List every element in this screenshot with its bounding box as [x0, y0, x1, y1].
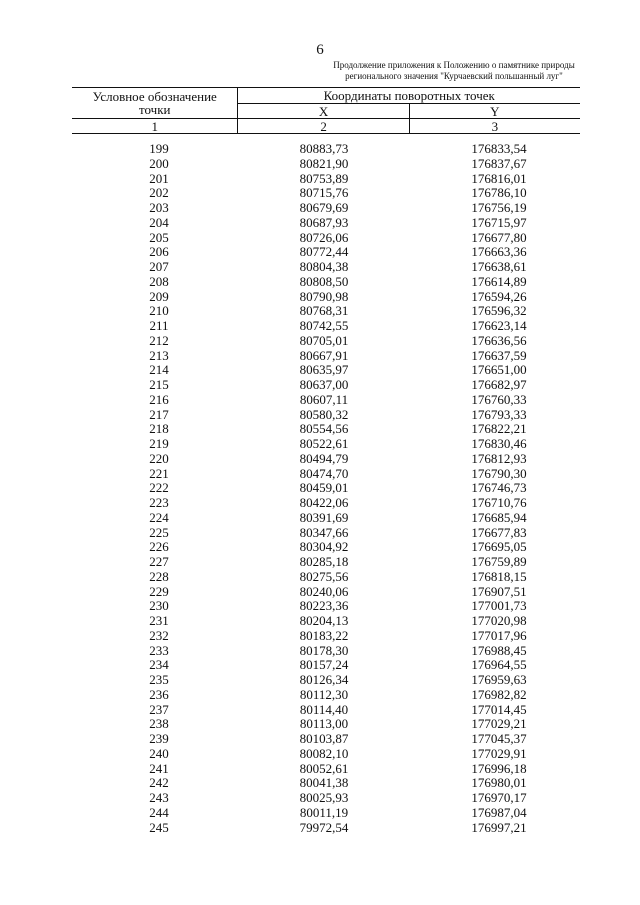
x-coordinate-cell: 80112,30 [299, 686, 349, 702]
table-row [72, 216, 580, 231]
column-number-3: 3 [409, 119, 580, 134]
x-coordinate-cell: 80637,00 [299, 377, 349, 392]
document-subheader [330, 60, 578, 82]
x-coordinate-cell: 80223,36 [299, 598, 349, 614]
y-coordinate-cell: 176816,01 [471, 170, 527, 186]
table-row [72, 304, 580, 319]
table-row [72, 673, 580, 688]
point-number-cell: 244 [149, 804, 169, 820]
x-coordinate-cell: 80114,40 [299, 701, 349, 717]
x-coordinate-cell: 80821,90 [299, 155, 349, 171]
x-coordinate-cell: 80494,79 [299, 450, 349, 466]
table-row [72, 658, 580, 673]
table-row [72, 481, 580, 496]
x-coordinate-cell: 80422,06 [299, 495, 349, 510]
x-coordinate-cell: 80126,34 [299, 672, 349, 687]
point-number-cell: 210 [149, 303, 169, 319]
y-coordinate-cell: 176987,04 [471, 804, 527, 820]
y-coordinate-cell: 176614,89 [471, 273, 527, 289]
x-coordinate-cell: 80082,10 [299, 745, 349, 761]
table-row [72, 570, 580, 585]
y-coordinate-cell: 176988,45 [471, 642, 527, 658]
table-row [72, 172, 580, 187]
table-row [72, 821, 580, 836]
y-coordinate-cell: 177001,73 [471, 598, 527, 614]
y-coordinate-cell: 176594,26 [471, 288, 527, 304]
point-number-cell: 223 [149, 495, 169, 510]
y-coordinate-cell: 176677,83 [471, 524, 527, 540]
table-row [72, 363, 580, 378]
y-coordinate-cell: 176651,00 [471, 362, 527, 378]
x-coordinate-cell: 80522,61 [299, 436, 349, 451]
y-coordinate-cell: 176996,18 [471, 760, 527, 776]
point-number-cell: 232 [149, 627, 169, 643]
table-row [72, 806, 580, 821]
point-label-header [72, 88, 238, 119]
table-row [72, 644, 580, 659]
y-coordinate-cell: 176970,17 [471, 790, 527, 805]
x-coordinate-cell: 80687,93 [299, 214, 349, 230]
column-number-1: 1 [72, 119, 238, 134]
x-coordinate-cell: 80580,32 [299, 406, 349, 422]
table-row [72, 791, 580, 806]
point-number-cell: 235 [149, 672, 169, 687]
x-coordinate-cell: 80768,31 [299, 303, 349, 319]
x-coordinate-cell: 80041,38 [299, 775, 349, 791]
y-coordinate-cell: 177029,91 [471, 745, 527, 761]
y-coordinate-cell: 176833,54 [471, 141, 527, 156]
subheader-line-2: регионального значения "Курчаевский польшанный луг" [345, 71, 563, 81]
table-row [72, 231, 580, 246]
x-coordinate-cell: 80240,06 [299, 583, 349, 599]
point-label-line-2: точки [138, 102, 171, 117]
y-coordinate-cell: 176964,55 [471, 657, 527, 673]
subheader-line-1: Продолжение приложения к Положению о памятнике природы [333, 60, 575, 70]
table-row [72, 762, 580, 777]
table-row [72, 186, 580, 201]
table-row [72, 437, 580, 452]
page-number: 6 [316, 42, 324, 58]
point-number-cell: 199 [149, 141, 169, 156]
x-coordinate-cell: 80635,97 [299, 362, 349, 378]
y-coordinate-cell: 176596,32 [471, 303, 527, 319]
y-coordinate-cell: 176822,21 [471, 421, 527, 437]
table-row [72, 703, 580, 718]
point-number-cell: 240 [149, 745, 169, 761]
point-number-cell: 209 [149, 288, 169, 304]
point-number-cell: 234 [149, 657, 169, 673]
y-coordinate-cell: 177045,37 [471, 731, 527, 746]
point-number-cell: 201 [149, 170, 169, 186]
x-coordinate-cell: 80204,13 [299, 613, 349, 628]
table-row [72, 290, 580, 305]
table-row [72, 378, 580, 393]
point-number-cell: 221 [149, 465, 169, 481]
point-number-cell: 243 [149, 790, 169, 805]
x-coordinate-cell: 80025,93 [299, 790, 349, 805]
x-coordinate-cell: 80790,98 [299, 288, 349, 304]
table-row [72, 408, 580, 423]
y-coordinate-cell: 176812,93 [471, 450, 527, 466]
x-coordinate-cell: 80459,01 [299, 480, 349, 496]
coords-label-header: Координаты поворотных точек [238, 88, 580, 104]
table-row [72, 393, 580, 408]
table-row [72, 776, 580, 791]
table-row [72, 585, 580, 600]
y-coordinate-cell: 176980,01 [471, 775, 527, 791]
x-coordinate-cell: 80715,76 [299, 185, 349, 201]
table-row [72, 555, 580, 570]
table-row [72, 467, 580, 482]
point-number-cell: 214 [149, 362, 169, 378]
y-coordinate-cell: 176623,14 [471, 318, 527, 333]
x-coordinate-cell: 80607,11 [299, 391, 349, 407]
x-coordinate-cell: 80103,87 [299, 731, 349, 746]
table-row [72, 688, 580, 703]
point-number-cell: 229 [149, 583, 169, 599]
table-row [72, 275, 580, 290]
point-number-cell: 239 [149, 731, 169, 746]
y-coordinate-cell: 176982,82 [471, 686, 527, 702]
x-coordinate-cell: 80347,66 [299, 524, 349, 540]
x-coordinate-cell: 80726,06 [299, 229, 349, 245]
x-coordinate-cell: 80804,38 [299, 259, 349, 274]
y-coordinate-cell: 176790,30 [471, 465, 527, 481]
y-coordinate-cell: 176759,89 [471, 554, 527, 569]
x-coordinate-cell: 80183,22 [299, 627, 349, 643]
point-number-cell: 211 [149, 318, 169, 333]
table-row [72, 599, 580, 614]
point-number-cell: 236 [149, 686, 169, 702]
point-number-cell: 218 [149, 421, 169, 437]
table-row [72, 422, 580, 437]
x-coordinate-cell: 80772,44 [299, 244, 349, 260]
point-number-cell: 203 [149, 200, 169, 215]
x-coordinate-cell: 80667,91 [299, 347, 349, 363]
point-number-cell: 230 [149, 598, 169, 614]
y-coordinate-cell: 176997,21 [471, 819, 527, 835]
y-coordinate-cell: 176830,46 [471, 436, 527, 451]
table-row [72, 334, 580, 349]
point-number-cell: 245 [149, 819, 169, 835]
point-number-cell: 206 [149, 244, 169, 260]
table-row [72, 319, 580, 334]
point-number-cell: 215 [149, 377, 169, 392]
y-coordinate-cell: 176637,59 [471, 347, 527, 363]
x-coordinate-cell: 80391,69 [299, 509, 349, 525]
column-number-2: 2 [238, 119, 409, 134]
point-number-cell: 216 [149, 391, 169, 407]
table-row [72, 245, 580, 260]
table-row [72, 717, 580, 732]
point-number-cell: 225 [149, 524, 169, 540]
y-coordinate-cell: 176793,33 [471, 406, 527, 422]
y-coordinate-cell: 176682,97 [471, 377, 527, 392]
table-row [72, 496, 580, 511]
y-coordinate-cell: 177014,45 [471, 701, 527, 717]
table-row [72, 511, 580, 526]
y-coordinate-cell: 176715,97 [471, 214, 527, 230]
x-coordinate-cell: 80883,73 [299, 141, 349, 156]
x-coordinate-cell: 80157,24 [299, 657, 349, 673]
point-label-line-1: Условное обозначение [92, 89, 217, 104]
table-row [72, 201, 580, 216]
x-coordinate-cell: 80742,55 [299, 318, 349, 333]
point-number-cell: 241 [149, 760, 169, 776]
table-row [72, 452, 580, 467]
point-number-cell: 237 [149, 701, 169, 717]
point-number-cell: 200 [149, 155, 169, 171]
x-coordinate-cell: 80285,18 [299, 554, 349, 569]
point-number-cell: 242 [149, 775, 169, 791]
y-coordinate-cell: 176695,05 [471, 539, 527, 555]
point-number-cell: 213 [149, 347, 169, 363]
table-row [72, 349, 580, 364]
point-number-cell: 227 [149, 554, 169, 569]
y-coordinate-cell: 176677,80 [471, 229, 527, 245]
x-coordinate-cell: 80679,69 [299, 200, 349, 215]
y-coordinate-cell: 176756,19 [471, 200, 527, 215]
y-coordinate-cell: 176663,36 [471, 244, 527, 260]
point-number-cell: 224 [149, 509, 169, 525]
y-coordinate-cell: 176638,61 [471, 259, 527, 274]
point-number-cell: 233 [149, 642, 169, 658]
x-coordinate-cell: 80011,19 [299, 804, 349, 820]
table-row [72, 526, 580, 541]
x-coordinate-cell: 80474,70 [299, 465, 349, 481]
x-coordinate-cell: 80753,89 [299, 170, 349, 186]
y-coordinate-cell: 177029,21 [471, 716, 527, 732]
y-coordinate-cell: 176746,73 [471, 480, 527, 496]
x-coordinate-cell: 80052,61 [299, 760, 349, 776]
table-row [72, 142, 580, 157]
point-number-cell: 205 [149, 229, 169, 245]
table-row [72, 540, 580, 555]
y-coordinate-cell: 177017,96 [471, 627, 527, 643]
table-row [72, 157, 580, 172]
point-number-cell: 207 [149, 259, 169, 274]
x-coordinate-cell: 80808,50 [299, 273, 349, 289]
y-coordinate-cell: 177020,98 [471, 613, 527, 628]
y-coordinate-cell: 176786,10 [471, 185, 527, 201]
coordinates-table-body [72, 142, 580, 835]
table-row [72, 747, 580, 762]
point-number-cell: 217 [149, 406, 169, 422]
point-number-cell: 238 [149, 716, 169, 732]
point-number-cell: 228 [149, 568, 169, 584]
x-coordinate-cell: 79972,54 [299, 819, 349, 835]
table-row [72, 732, 580, 747]
x-coordinate-cell: 80304,92 [299, 539, 349, 555]
y-coordinate-cell: 176837,67 [471, 155, 527, 171]
y-label-header: Y [409, 104, 580, 119]
y-coordinate-cell: 176636,56 [471, 332, 527, 348]
x-label-header: X [238, 104, 409, 119]
point-number-cell: 220 [149, 450, 169, 466]
x-coordinate-cell: 80705,01 [299, 332, 349, 348]
table-row [72, 629, 580, 644]
y-coordinate-cell: 176959,63 [471, 672, 527, 687]
y-coordinate-cell: 176685,94 [471, 509, 527, 525]
point-number-cell: 222 [149, 480, 169, 496]
y-coordinate-cell: 176760,33 [471, 391, 527, 407]
point-number-cell: 202 [149, 185, 169, 201]
y-coordinate-cell: 176710,76 [471, 495, 527, 510]
table-row [72, 260, 580, 275]
point-number-cell: 226 [149, 539, 169, 555]
point-number-cell: 219 [149, 436, 169, 451]
point-number-cell: 231 [149, 613, 169, 628]
x-coordinate-cell: 80113,00 [299, 716, 349, 732]
x-coordinate-cell: 80178,30 [299, 642, 349, 658]
y-coordinate-cell: 176907,51 [471, 583, 527, 599]
point-number-cell: 212 [149, 332, 169, 348]
x-coordinate-cell: 80554,56 [299, 421, 349, 437]
coordinates-table-header [72, 87, 580, 134]
point-number-cell: 204 [149, 214, 169, 230]
x-coordinate-cell: 80275,56 [299, 568, 349, 584]
point-number-cell: 208 [149, 273, 169, 289]
table-row [72, 614, 580, 629]
y-coordinate-cell: 176818,15 [471, 568, 527, 584]
